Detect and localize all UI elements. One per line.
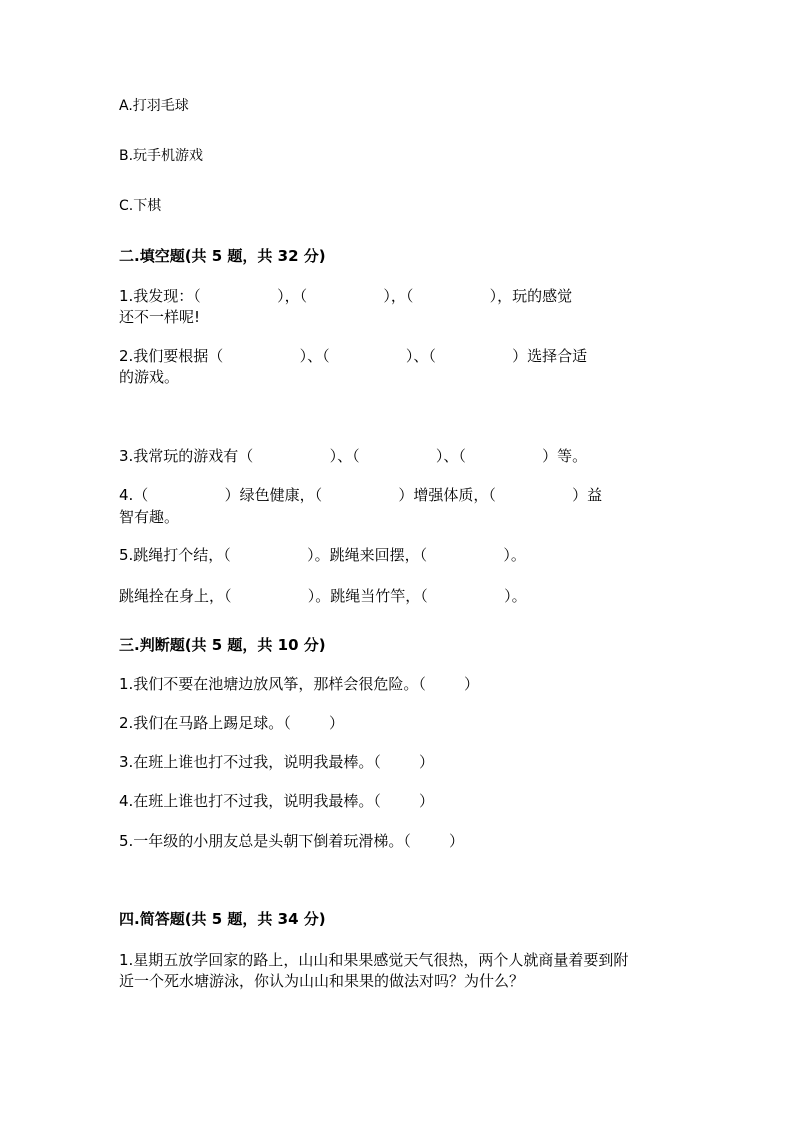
judge-q2: 2.我们在马路上踢足球。（ ）	[119, 714, 344, 732]
section2-title: 二.填空题(共 5 题，共 32 分)	[119, 247, 326, 265]
fill-q4-line2: 智有趣。	[119, 508, 180, 526]
judge-q1: 1.我们不要在池塘边放风筝，那样会很危险。（ ）	[119, 675, 479, 693]
fill-q1-line2: 还不一样呢!	[119, 308, 201, 326]
judge-q4: 4.在班上谁也打不过我，说明我最棒。（ ）	[119, 792, 434, 810]
fill-q5-line2: 跳绳拴在身上，（ ）。跳绳当竹竿，（ ）。	[119, 587, 527, 605]
short-q1-line1: 1.星期五放学回家的路上，山山和果果感觉天气很热，两个人就商量着要到附	[119, 951, 629, 969]
option-a: A.打羽毛球	[119, 98, 189, 114]
option-b: B.玩手机游戏	[119, 148, 204, 164]
option-c: C.下棋	[119, 198, 162, 214]
section3-title: 三.判断题(共 5 题，共 10 分)	[119, 636, 326, 654]
judge-q3: 3.在班上谁也打不过我，说明我最棒。（ ）	[119, 753, 434, 771]
fill-q2-line2: 的游戏。	[119, 368, 180, 386]
fill-q3: 3.我常玩的游戏有（ ）、（ ）、（ ）等。	[119, 447, 588, 465]
fill-q1-line1: 1.我发现：（ ），（ ），（ ），玩的感觉	[119, 287, 573, 305]
fill-q4-line1: 4.（ ）绿色健康，（ ）增强体质，（ ）益	[119, 486, 603, 504]
fill-q2-line1: 2.我们要根据（ ）、（ ）、（ ）选择合适	[119, 347, 588, 365]
section4-title: 四.简答题(共 5 题，共 34 分)	[119, 910, 326, 928]
fill-q5-line1: 5.跳绳打个结，（ ）。跳绳来回摆，（ ）。	[119, 546, 526, 564]
judge-q5: 5.一年级的小朋友总是头朝下倒着玩滑梯。（ ）	[119, 832, 464, 850]
short-q1-line2: 近一个死水塘游泳，你认为山山和果果的做法对吗？为什么？	[119, 972, 525, 990]
